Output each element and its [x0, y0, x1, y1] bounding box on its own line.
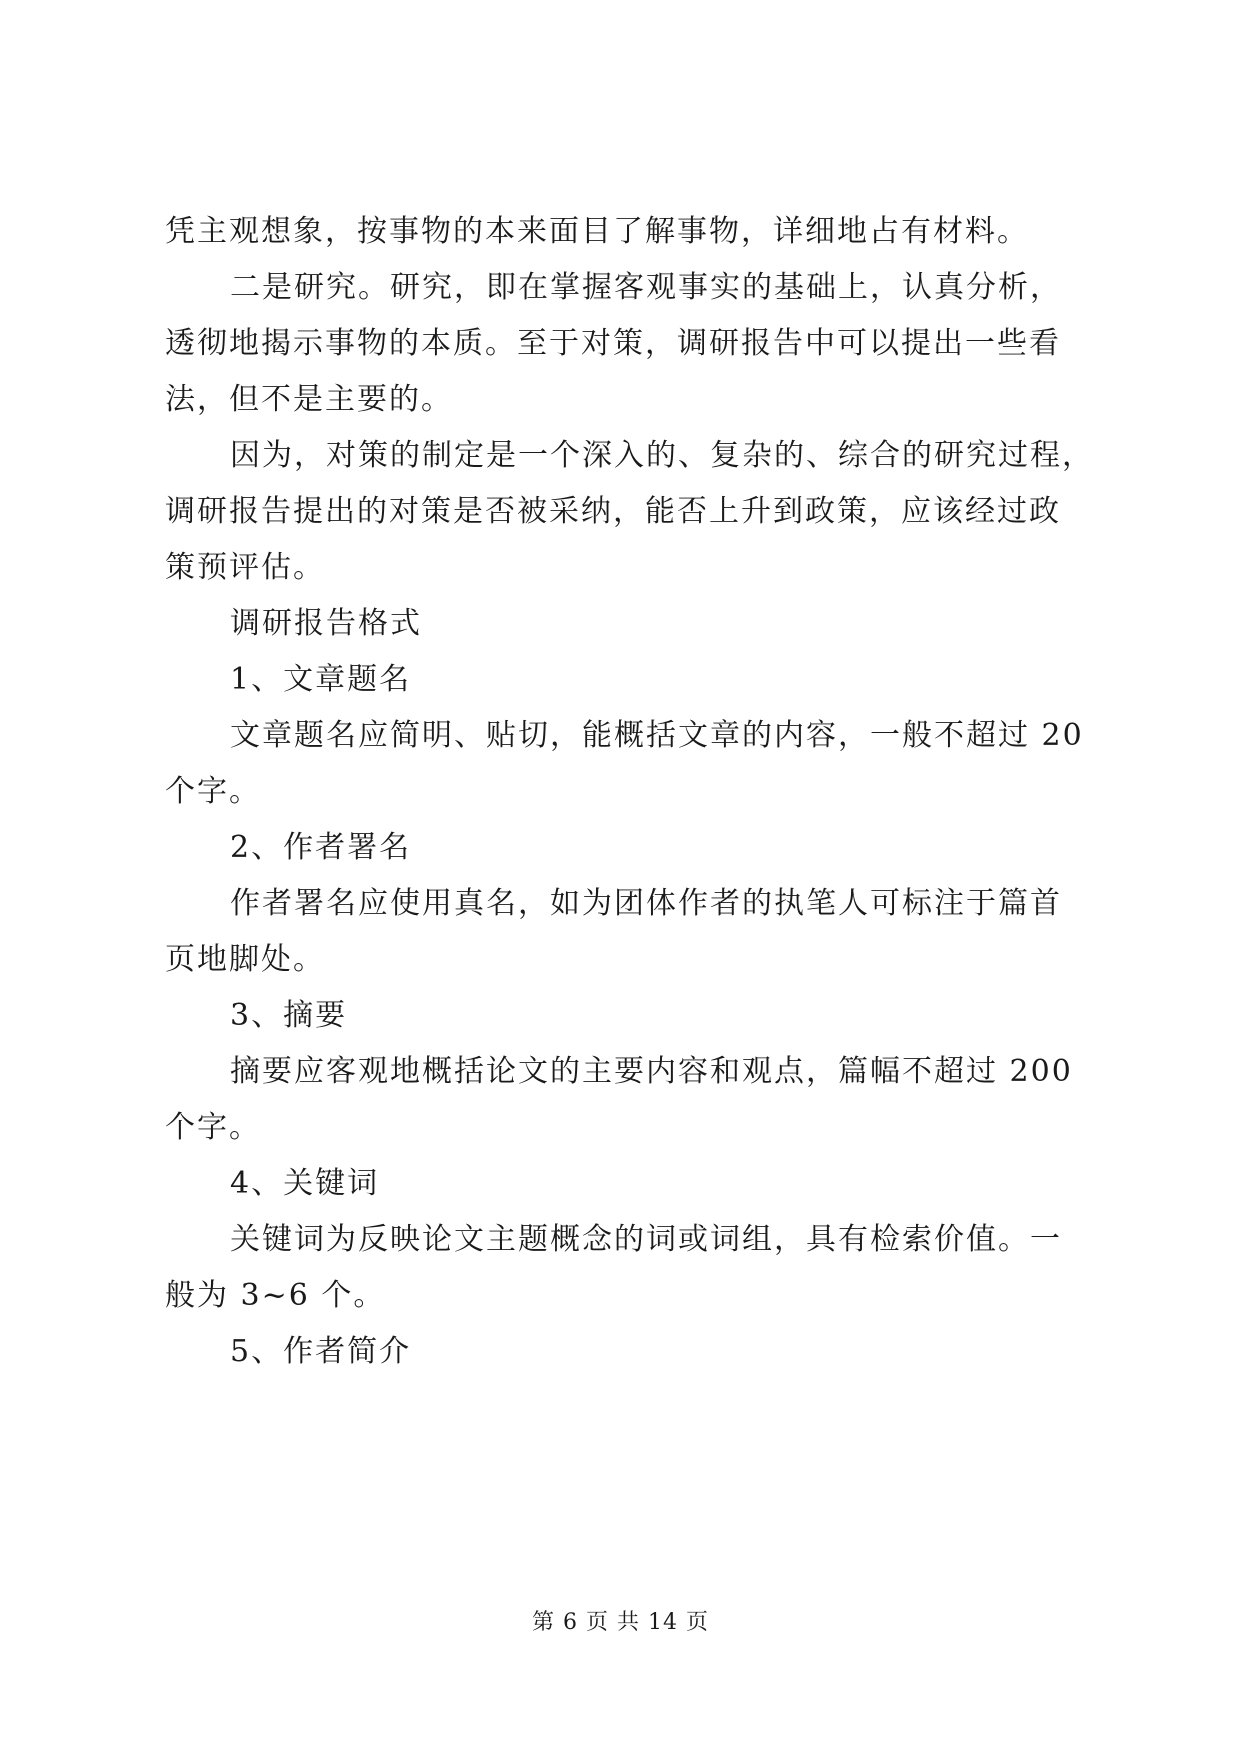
body-text-line: 般为 3~6 个。 — [165, 1278, 386, 1313]
paragraph-text-line: 文章题名应简明、贴切，能概括文章的内容，一般不超过 20 — [230, 718, 1084, 753]
subsection-heading: 3、摘要 — [230, 998, 348, 1033]
body-text-line: 个字。 — [165, 1110, 261, 1145]
paragraph-text-line: 作者署名应使用真名，如为团体作者的执笔人可标注于篇首 — [230, 886, 1062, 921]
paragraph-text-line: 关键词为反映论文主题概念的词或词组，具有检索价值。一 — [230, 1222, 1062, 1257]
paragraph-text-line: 因为，对策的制定是一个深入的、复杂的、综合的研究过程， — [230, 438, 1094, 473]
subsection-heading: 2、作者署名 — [230, 830, 412, 865]
body-text-line: 个字。 — [165, 774, 261, 809]
body-text-line: 页地脚处。 — [165, 942, 325, 977]
paragraph-text-line: 二是研究。研究，即在掌握客观事实的基础上，认真分析， — [230, 270, 1062, 305]
body-text-line: 透彻地揭示事物的本质。至于对策，调研报告中可以提出一些看 — [165, 326, 1061, 361]
body-text-line: 凭主观想象，按事物的本来面目了解事物，详细地占有材料。 — [165, 214, 1029, 249]
body-text-line: 法，但不是主要的。 — [165, 382, 453, 417]
body-text-line: 调研报告提出的对策是否被采纳，能否上升到政策，应该经过政 — [165, 494, 1061, 529]
page-number-footer: 第 6 页 共 14 页 — [532, 1610, 709, 1635]
subsection-heading: 1、文章题名 — [230, 662, 412, 697]
section-heading: 调研报告格式 — [230, 606, 422, 641]
subsection-heading: 4、关键词 — [230, 1166, 380, 1201]
body-text-line: 策预评估。 — [165, 550, 325, 585]
subsection-heading: 5、作者简介 — [230, 1334, 412, 1369]
paragraph-text-line: 摘要应客观地概括论文的主要内容和观点，篇幅不超过 200 — [230, 1054, 1073, 1089]
